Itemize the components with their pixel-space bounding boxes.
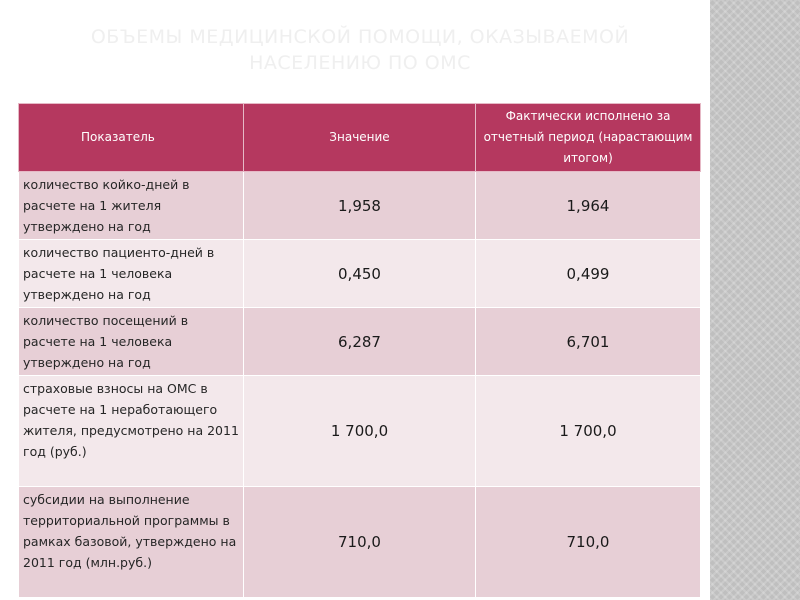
table-row [19,308,701,376]
row-label: страховые взносы на ОМС в расчете на 1 неработающего жителя, предусмотрено на 2011 год (руб.) [19,376,244,487]
row-actual: 6,701 [476,308,701,376]
row-value: 710,0 [244,487,476,598]
header-value: Значение [244,104,476,172]
slide-title-line-1: ОБЪЕМЫ МЕДИЦИНСКОЙ ПОМОЩИ, ОКАЗЫВАЕМОЙ [90,26,630,48]
row-value: 1,958 [244,172,476,240]
row-actual: 1,964 [476,172,701,240]
table-row [19,240,701,308]
row-value: 6,287 [244,308,476,376]
row-label: количество койко-дней в расчете на 1 жителя утверждено на год [19,172,244,240]
header-actual: Фактически исполнено за отчетный период (нарастающим итогом) [476,104,701,172]
decorative-side-band [710,0,800,600]
table-header-row [19,104,701,172]
table-row [19,376,701,487]
row-actual: 0,499 [476,240,701,308]
slide-title-line-2: НАСЕЛЕНИЮ ПО ОМС [249,52,471,74]
table-row [19,172,701,240]
row-value: 0,450 [244,240,476,308]
slide-title [20,24,700,76]
row-actual: 710,0 [476,487,701,598]
header-indicator: Показатель [19,104,244,172]
row-label: количество посещений в расчете на 1 человека утверждено на год [19,308,244,376]
row-label: субсидии на выполнение территориальной программы в рамках базовой, утверждено на 2011 год (млн.руб.) [19,487,244,598]
row-actual: 1 700,0 [476,376,701,487]
table-row [19,487,701,598]
row-value: 1 700,0 [244,376,476,487]
indicators-table [18,103,701,598]
row-label: количество пациенто-дней в расчете на 1 человека утверждено на год [19,240,244,308]
